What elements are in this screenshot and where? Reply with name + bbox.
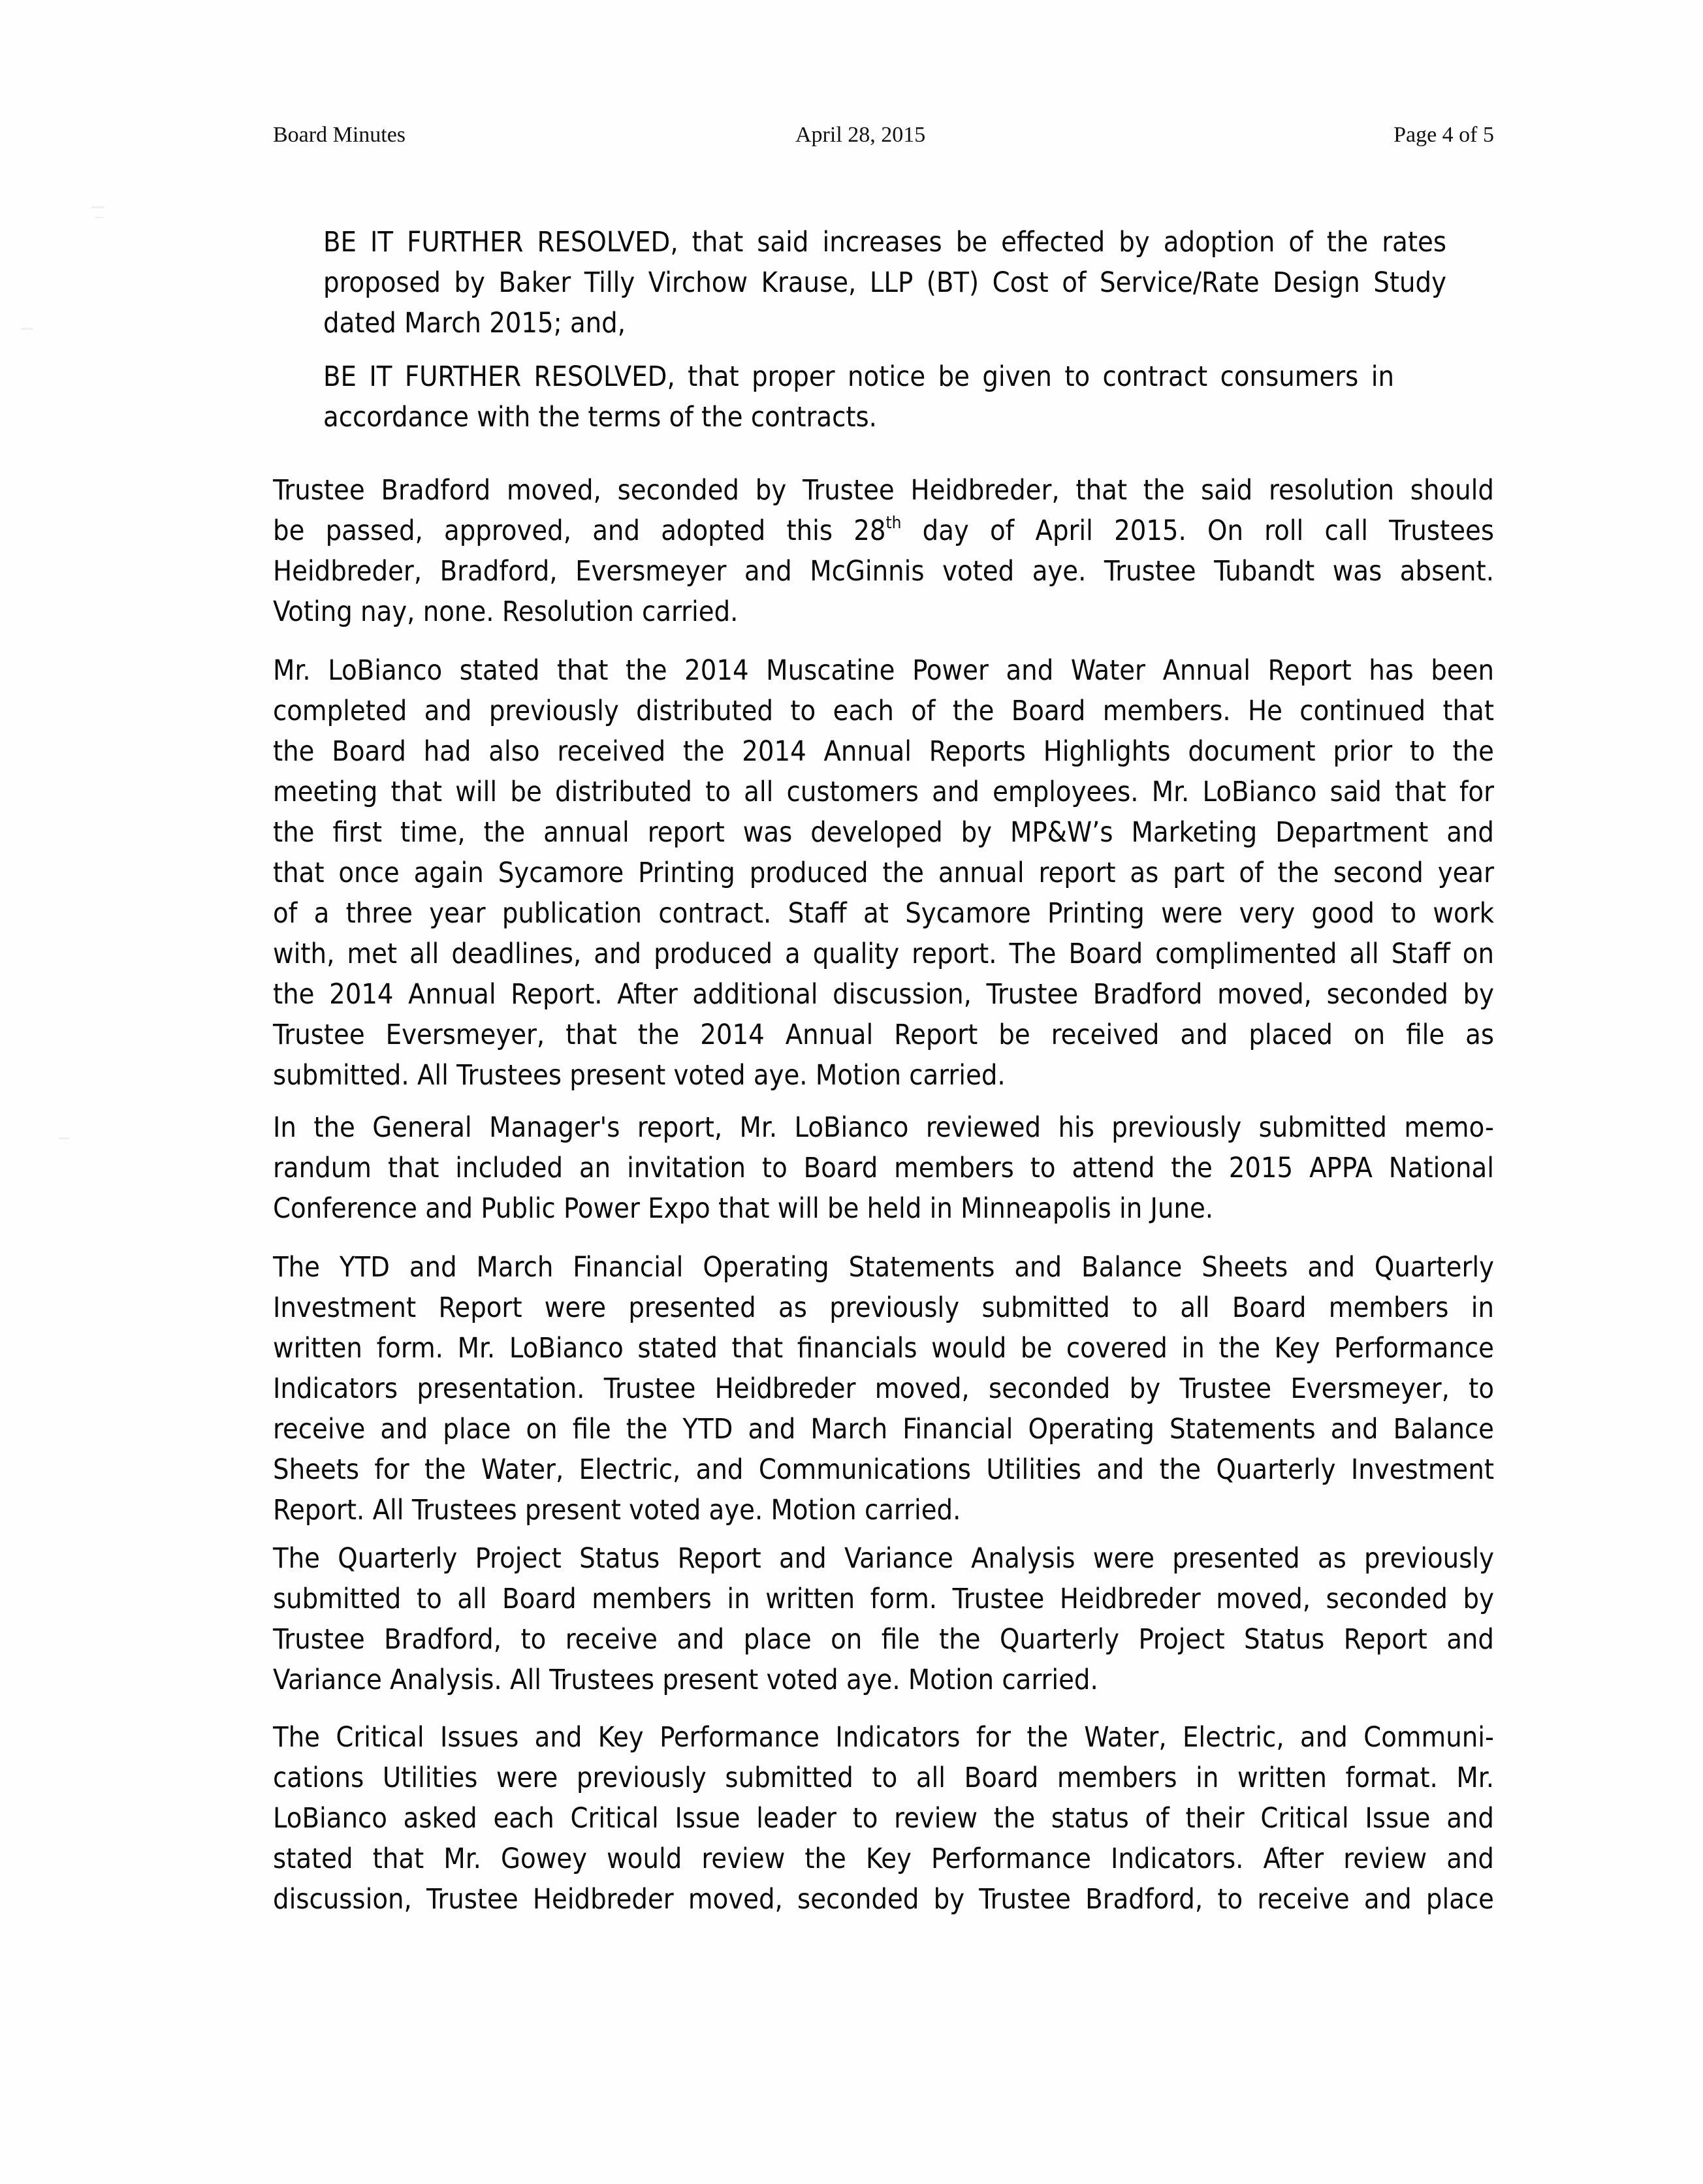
text-line: Mr. LoBianco stated that the 2014 Muscatine Power and Water Annual Report has been (273, 654, 1494, 687)
text-line: Sheets for the Water, Electric, and Communications Utilities and the Quarterly Investment (273, 1453, 1494, 1486)
text-line: In the General Manager's report, Mr. LoBianco reviewed his previously submitted memo- (273, 1111, 1494, 1144)
text-line: BE IT FURTHER RESOLVED, that said increases be effected by adoption of the rates (323, 226, 1446, 259)
text-line: Report. All Trustees present voted aye. Motion carried. (273, 1494, 961, 1527)
header-page-number: Page 4 of 5 (1393, 123, 1494, 147)
text-line: Conference and Public Power Expo that will be held in Minneapolis in June. (273, 1192, 1214, 1225)
text-line: randum that included an invitation to Board members to attend the 2015 APPA National (273, 1152, 1494, 1184)
text-line: Trustee Bradford moved, seconded by Trustee Heidbreder, that the said resolution should (273, 474, 1494, 507)
text-line: The Quarterly Project Status Report and Variance Analysis were presented as previously (273, 1542, 1494, 1575)
text-line: Indicators presentation. Trustee Heidbreder moved, seconded by Trustee Eversmeyer, to (273, 1372, 1494, 1405)
text-line: The Critical Issues and Key Performance Indicators for the Water, Electric, and Communi- (273, 1721, 1494, 1754)
text-line: submitted to all Board members in written form. Trustee Heidbreder moved, seconded by (273, 1583, 1494, 1615)
text-line: the first time, the annual report was developed by MP&W’s Marketing Department and (273, 816, 1494, 849)
text-line: Trustee Eversmeyer, that the 2014 Annual Report be received and placed on file as (273, 1019, 1494, 1051)
paragraph-annual-report (273, 650, 1494, 1096)
text-line: with, met all deadlines, and produced a quality report. The Board complimented all Staff on (273, 938, 1494, 970)
text-line: Trustee Bradford, to receive and place on file the Quarterly Project Status Report and (273, 1623, 1494, 1656)
text-line: written form. Mr. LoBianco stated that financials would be covered in the Key Performance (273, 1332, 1494, 1365)
text-line: that once again Sycamore Printing produced the annual report as part of the second year (273, 857, 1494, 889)
scan-artifact (59, 1137, 69, 1139)
scan-artifact (95, 217, 104, 218)
page-header (273, 123, 1494, 155)
text-line: submitted. All Trustees present voted aye. Motion carried. (273, 1059, 1006, 1092)
text-line: receive and place on file the YTD and March Financial Operating Statements and Balance (273, 1413, 1494, 1446)
text-line: the Board had also received the 2014 Annual Reports Highlights document prior to the (273, 735, 1494, 768)
text-line: the 2014 Annual Report. After additional discussion, Trustee Bradford moved, seconded by (273, 978, 1494, 1011)
header-date: April 28, 2015 (795, 123, 926, 147)
resolution-clause (323, 222, 1446, 343)
text-line: Variance Analysis. All Trustees present voted aye. Motion carried. (273, 1664, 1098, 1696)
text-line: dated March 2015; and, (323, 307, 626, 340)
text-fragment: be passed, approved, and adopted this 28 (273, 514, 886, 547)
ordinal-suffix: th (885, 513, 902, 533)
text-line (273, 511, 1494, 551)
paragraph-general-manager-report (273, 1107, 1494, 1229)
text-line: accordance with the terms of the contracts. (323, 401, 877, 434)
text-line: Voting nay, none. Resolution carried. (273, 595, 739, 628)
scan-artifact (21, 328, 33, 330)
scan-artifact (91, 206, 104, 208)
text-line: LoBianco asked each Critical Issue leader to review the status of their Critical Issue and (273, 1802, 1494, 1835)
text-fragment: day of April 2015. On roll call Trustees (901, 514, 1494, 547)
text-line: completed and previously distributed to each of the Board members. He continued that (273, 695, 1494, 727)
text-line: discussion, Trustee Heidbreder moved, seconded by Trustee Bradford, to receive and place (273, 1883, 1494, 1916)
text-line: meeting that will be distributed to all customers and employees. Mr. LoBianco said that for (273, 776, 1494, 808)
text-line: The YTD and March Financial Operating Statements and Balance Sheets and Quarterly (273, 1251, 1494, 1284)
text-line: proposed by Baker Tilly Virchow Krause, LLP (BT) Cost of Service/Rate Design Study (323, 266, 1446, 299)
text-line: of a three year publication contract. Staff at Sycamore Printing were very good to work (273, 897, 1494, 930)
paragraph-critical-issues-kpi (273, 1717, 1494, 1920)
text-line: BE IT FURTHER RESOLVED, that proper notice be given to contract consumers in (323, 360, 1394, 393)
paragraph-resolution-vote (273, 470, 1494, 632)
text-line: cations Utilities were previously submitted to all Board members in written format. Mr. (273, 1762, 1494, 1794)
paragraph-financial-statements (273, 1247, 1494, 1530)
text-line: Heidbreder, Bradford, Eversmeyer and McGinnis voted aye. Trustee Tubandt was absent. (273, 555, 1494, 588)
text-line: Investment Report were presented as previously submitted to all Board members in (273, 1291, 1494, 1324)
paragraph-quarterly-project-status (273, 1538, 1494, 1700)
text-line: stated that Mr. Gowey would review the Key Performance Indicators. After review and (273, 1843, 1494, 1875)
resolution-clause (323, 356, 1394, 437)
header-document-title: Board Minutes (273, 123, 406, 147)
